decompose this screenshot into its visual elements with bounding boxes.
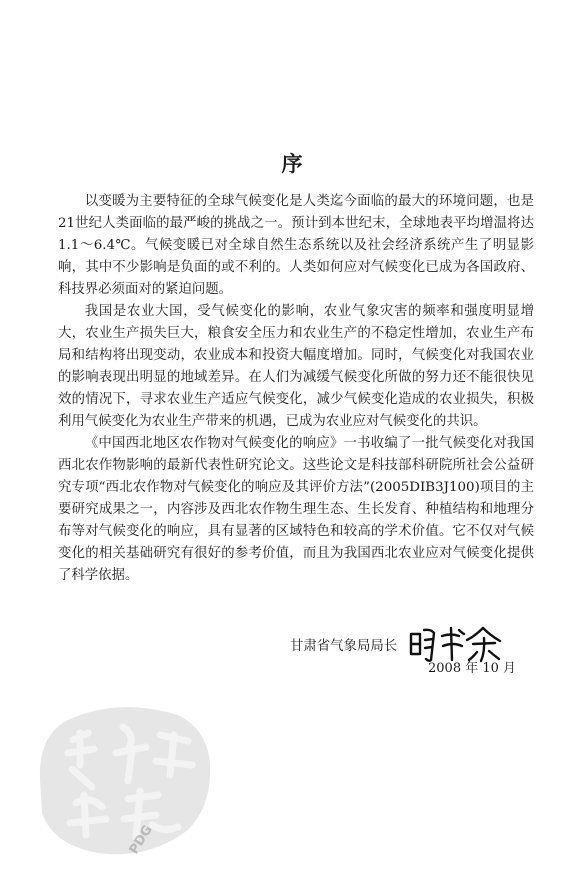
- watermark-brand: PDG: [126, 822, 156, 858]
- paragraph-1: 以变暖为主要特征的全球气候变化是人类迄今面临的最大的环境问题，也是21世纪人类面临的最严峻的挑战之一。预计到本世纪末，全球地表平均增温将达1.1～6.4℃。气候变暖已对全球自然生态系统以及社会经济系统产生了明显影响，其中不少影响是负面的或不利的。人类如何应对气候变化已成为各国政府、科技界必须面对的紧迫问题。: [58, 194, 534, 297]
- preface-body: [58, 191, 534, 587]
- paragraph-2: 我国是农业大国，受气候变化的影响，农业气象灾害的频率和强度明显增大，农业生产损失巨大，粮食安全压力和农业生产的不稳定性增加，农业生产布局和结构将出现变动，农业成本和投资大幅度增加。同时，气候变化对我国农业的影响表现出明显的地域差异。在人们为减缓气候变化所做的努力还不能很快见效的情况下，寻求农业生产适应气候变化，减少气候变化造成的农业损失，积极利用气候变化为农业生产带来的机遇，已成为农业应对气候变化的共识。: [58, 304, 534, 429]
- page-title: 序: [281, 151, 305, 176]
- library-seal-watermark: [28, 695, 223, 865]
- signature-title: 甘肃省气象局局长: [290, 638, 398, 654]
- paragraph-3: 《中国西北地区农作物对气候变化的响应》一书收编了一批气候变化对我国西北农作物影响的最新代表性研究论文。这些论文是科技部科研院所社会公益研究专项“西北农作物对气候变化的响应及其评价方法”(2005DIB3J100)项目的主要研究成果之一，内容涉及西北农作物生理生态、生长发育、种植结构和地理分布等对气候变化的响应，具有显著的区域特色和较高的学术价值。它不仅对气候变化的相关基础研究有很好的参考价值，而且为我国西北农业应对气候变化提供了科学依据。: [58, 436, 534, 583]
- signature-date: 2008 年 10 月: [428, 661, 517, 676]
